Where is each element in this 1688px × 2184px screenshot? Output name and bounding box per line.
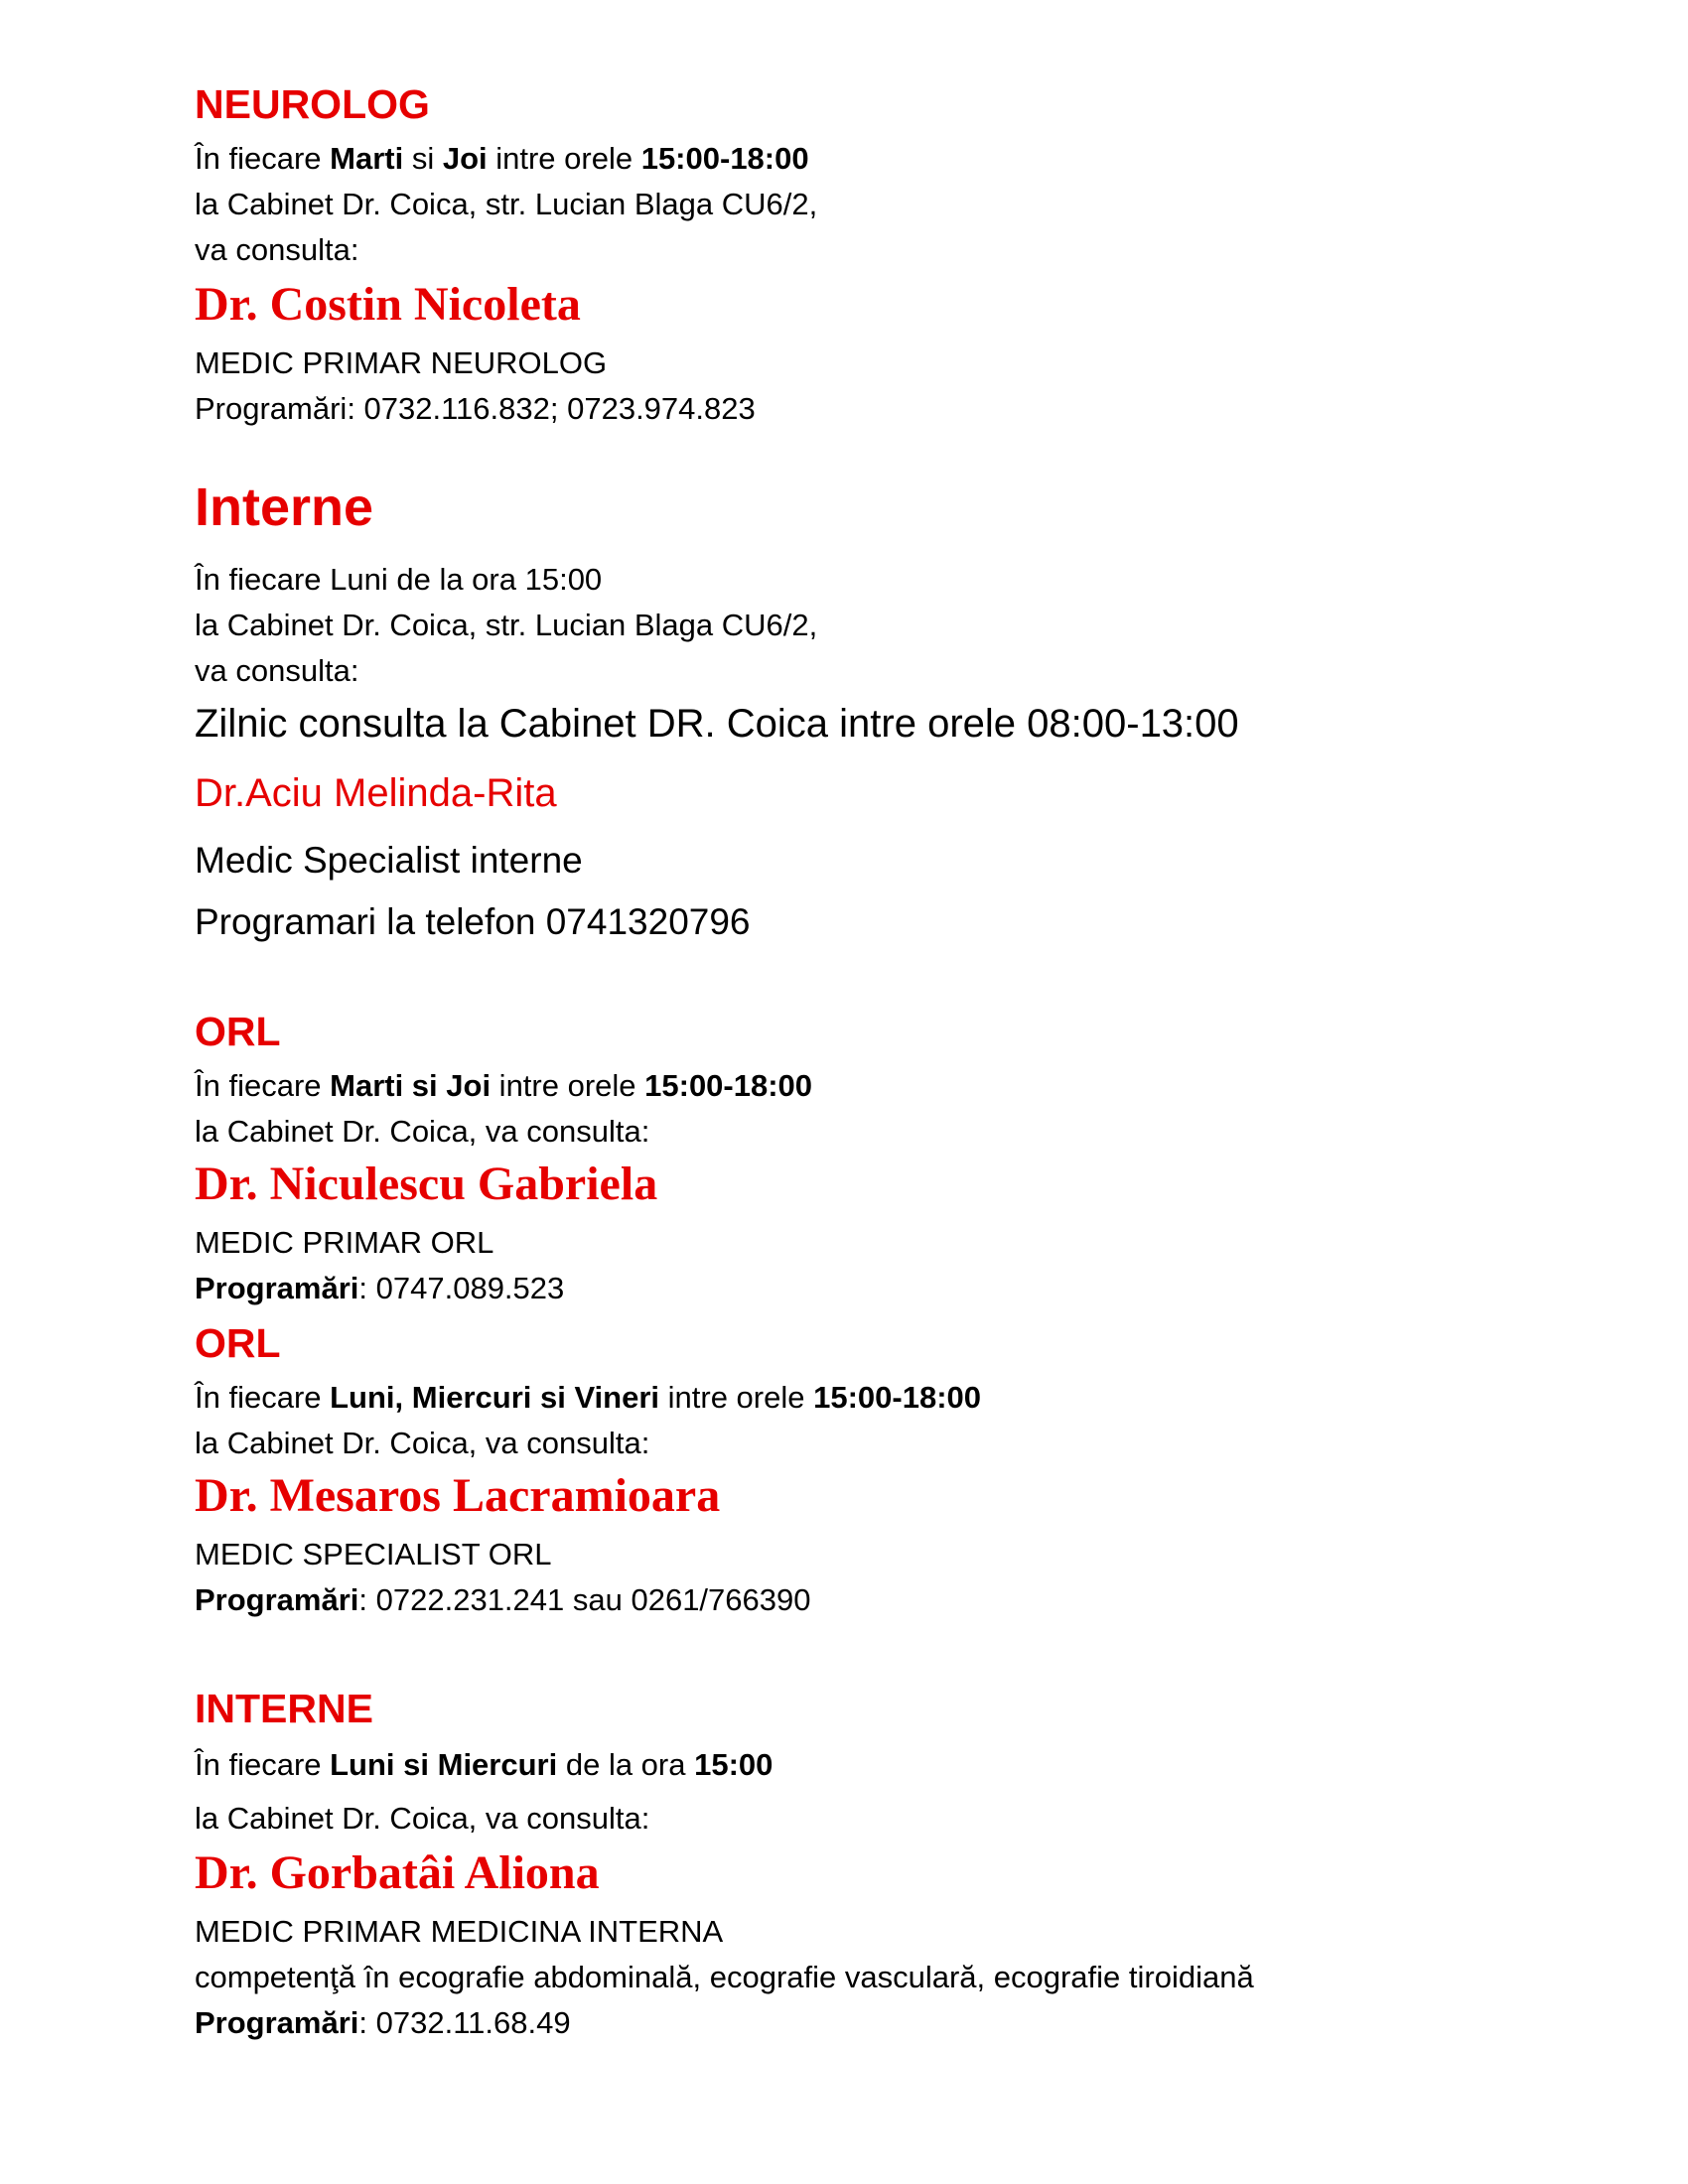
section-title-interne: Interne bbox=[195, 478, 374, 537]
doctor-role: MEDIC SPECIALIST ORL bbox=[195, 1537, 552, 1571]
doctor-role: MEDIC PRIMAR MEDICINA INTERNA bbox=[195, 1914, 724, 1949]
address-line: la Cabinet Dr. Coica, str. Lucian Blaga CU6/2, bbox=[195, 187, 818, 221]
address-line: la Cabinet Dr. Coica, va consulta: bbox=[195, 1426, 650, 1460]
section-title-orl: ORL bbox=[195, 1009, 281, 1054]
phone-line: Programări: 0747.089.523 bbox=[195, 1271, 565, 1305]
address-line: la Cabinet Dr. Coica, va consulta: bbox=[195, 1114, 650, 1149]
section-title-neurolog: NEUROLOG bbox=[195, 81, 430, 127]
phone-line: Programări: 0732.116.832; 0723.974.823 bbox=[195, 391, 756, 426]
section-title-interne: INTERNE bbox=[195, 1686, 373, 1731]
competence-line: competenţă în ecografie abdominală, ecografie vasculară, ecografie tiroidiană bbox=[195, 1960, 1254, 1994]
schedule-line: În fiecare Marti si Joi intre orele 15:00-18:00 bbox=[195, 141, 809, 176]
phone-line: Programari la telefon 0741320796 bbox=[195, 901, 751, 942]
address-line: la Cabinet Dr. Coica, va consulta: bbox=[195, 1801, 650, 1836]
doctor-role: Medic Specialist interne bbox=[195, 840, 583, 881]
consult-line: va consulta: bbox=[195, 232, 359, 267]
consult-line: va consulta: bbox=[195, 653, 359, 688]
section-title-orl: ORL bbox=[195, 1320, 281, 1366]
schedule-line: În fiecare Luni si Miercuri de la ora 15:00 bbox=[195, 1747, 774, 1782]
schedule-line: În fiecare Luni, Miercuri si Vineri intre orele 15:00-18:00 bbox=[195, 1380, 982, 1415]
address-line: la Cabinet Dr. Coica, str. Lucian Blaga CU6/2, bbox=[195, 608, 818, 642]
doctor-name: Dr. Niculescu Gabriela bbox=[195, 1158, 658, 1210]
doctor-name: Dr. Costin Nicoleta bbox=[195, 278, 581, 331]
phone-line: Programări: 0732.11.68.49 bbox=[195, 2005, 571, 2040]
daily-schedule-line: Zilnic consulta la Cabinet DR. Coica intre orele 08:00-13:00 bbox=[195, 702, 1239, 746]
phone-line: Programări: 0722.231.241 sau 0261/766390 bbox=[195, 1582, 811, 1617]
schedule-line: În fiecare Luni de la ora 15:00 bbox=[195, 562, 603, 597]
doctor-role: MEDIC PRIMAR ORL bbox=[195, 1225, 494, 1260]
doctor-role: MEDIC PRIMAR NEUROLOG bbox=[195, 345, 608, 380]
doctor-name: Dr. Mesaros Lacramioara bbox=[195, 1469, 721, 1522]
doctor-name: Dr.Aciu Melinda-Rita bbox=[195, 771, 557, 815]
doctor-name: Dr. Gorbatâi Aliona bbox=[195, 1846, 600, 1899]
schedule-line: În fiecare Marti si Joi intre orele 15:00-18:00 bbox=[195, 1068, 813, 1103]
